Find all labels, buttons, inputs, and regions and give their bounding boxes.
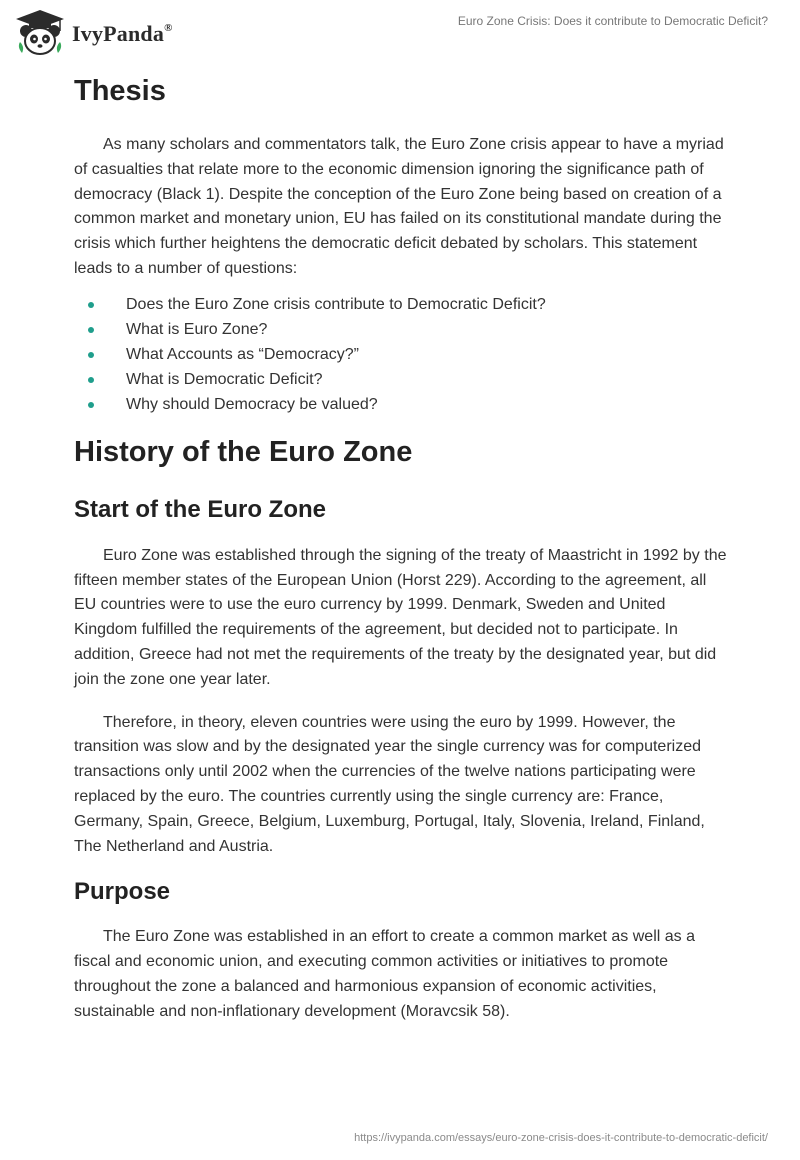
purpose-paragraph: The Euro Zone was established in an effort to create a common market as well as a fiscal and economic union, and executing common activities or initiatives to promote throughout the zone a balanced and harmonious expansion of economic activities, sustainable and non-inflationary development (Moravcsik 58). [74, 928, 695, 1020]
list-item: Does the Euro Zone crisis contribute to Democratic Deficit? [74, 292, 730, 317]
page-header [0, 0, 800, 70]
history-heading: History of the Euro Zone [74, 435, 413, 468]
panda-logo-icon [14, 9, 66, 59]
bullet-icon [88, 377, 94, 383]
questions-list [74, 292, 730, 417]
source-url[interactable]: https://ivypanda.com/essays/euro-zone-crisis-does-it-contribute-to-democratic-deficit/ [354, 1132, 768, 1144]
start-paragraph-2: Therefore, in theory, eleven countries were using the euro by 1999. However, the transition was slow and by the designated year the single currency was for computerized transactions only until 2002 when the currencies of the twelve nations participating were replaced by the euro. The countries currently using the single currency are: France, Germany, Spain, Greece, Belgium, Luxemburg, Portugal, Italy, Slovenia, Ireland, Finland, The Netherland and Austria. [74, 713, 705, 855]
list-item: What is Euro Zone? [74, 317, 730, 342]
list-item: What is Democratic Deficit? [74, 367, 730, 392]
list-item: What Accounts as “Democracy?” [74, 342, 730, 367]
thesis-heading: Thesis [74, 75, 166, 107]
purpose-heading: Purpose [74, 878, 171, 906]
bullet-icon [88, 352, 94, 358]
list-item: Why should Democracy be valued? [74, 392, 730, 417]
start-paragraph-1: Euro Zone was established through the signing of the treaty of Maastricht in 1992 by the fifteen member states of the European Union (Horst 229). According to the agreement, all EU countries were to use the euro currency by 1999. Denmark, Sweden and United Kingdom fulfilled the requirements of the agreement, but decided not to participate. In addition, Greece had not met the requirements of the treaty by the designated year, but did join the zone one year later. [74, 546, 727, 688]
ivypanda-logo[interactable] [14, 9, 173, 59]
bullet-icon [88, 327, 94, 333]
start-heading: Start of the Euro Zone [74, 495, 326, 523]
bullet-icon [88, 402, 94, 408]
bullet-icon [88, 302, 94, 308]
thesis-paragraph: As many scholars and commentators talk, the Euro Zone crisis appear to have a myriad of casualties that relate more to the economic dimension ignoring the significance path of democracy (Black 1). Despite the conception of the Euro Zone being based on creation of a common market and monetary union, EU has failed on its constitutional mandate during the crisis which further heightens the democratic deficit debated by scholars. This statement leads to a number of questions: [74, 136, 724, 277]
article-content [74, 70, 730, 1025]
logo-text: IvyPanda® [72, 21, 173, 46]
document-title: Euro Zone Crisis: Does it contribute to Democratic Deficit? [457, 14, 768, 28]
